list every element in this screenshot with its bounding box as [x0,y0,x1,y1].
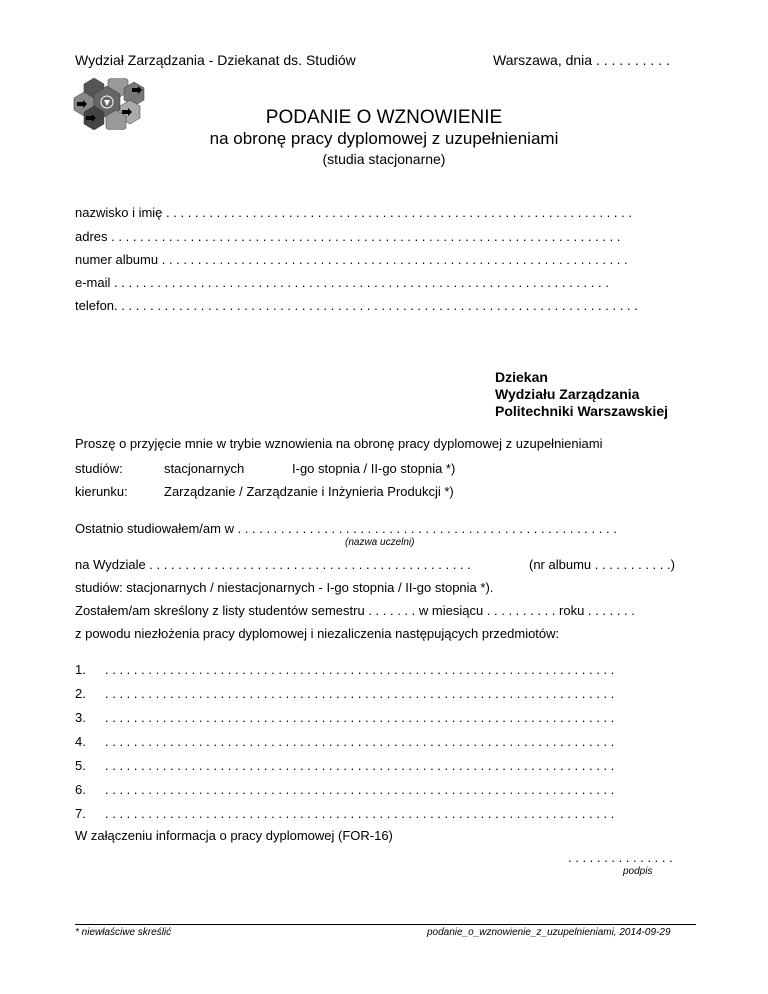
subject-line[interactable]: 4. [75,734,86,749]
reason-text: z powodu niezłożenia pracy dyplomowej i niezaliczenia następujących przedmiotów: [75,626,560,641]
faculty-line[interactable]: na Wydziale . . . . . . . . . . . . . . . . . . . . . . . . . . . . . . . . . . . . . . . . . . . . . [75,557,471,572]
studies-level-option[interactable]: I-go stopnia / II-go stopnia *) [292,461,456,476]
subject-line[interactable]: 6. [75,782,86,797]
university-name-hint: (nazwa uczelni) [345,537,415,548]
signature-line[interactable]: . . . . . . . . . . . . . . . [568,850,673,865]
previous-university-line[interactable]: Ostatnio studiowałem/am w . . . . . . . . . . . . . . . . . . . . . . . . . . . . . . . . . . . . . . . . . . . . . . . . . . . . . [75,521,617,536]
document-title: PODANIE O WZNOWIENIE [265,107,503,128]
document-subtitle: na obronę pracy dyplomowej z uzupełnieniami [209,129,559,148]
field-email[interactable]: e-mail . . . . . . . . . . . . . . . . . . . . . . . . . . . . . . . . . . . . . . . . . . . . . . . . . . . . . . . . . . . . . . . . . . . . . [75,275,609,290]
album-number-line[interactable]: (nr albumu . . . . . . . . . . .) [529,557,675,572]
field-of-study-label: kierunku: [75,484,128,499]
attachment-note: W załączeniu informacja o pracy dyplomowej (FOR-16) [75,828,393,843]
subject-line[interactable]: 1. [75,662,86,677]
field-address[interactable]: adres . . . . . . . . . . . . . . . . . . . . . . . . . . . . . . . . . . . . . . . . . . . . . . . . . . . . . . . . . . . . . . . . . . . . . . . [75,229,621,244]
document-id: podanie_o_wznowienie_z_uzupelnieniami, 2014-09-29 [427,927,671,938]
studies-mode: stacjonarnych [164,461,245,476]
subject-dots[interactable]: . . . . . . . . . . . . . . . . . . . . . . . . . . . . . . . . . . . . . . . . . . . . . . . . . . . . . . . . . . . . . . . . . . . . . . . [105,806,615,821]
date-line: Warszawa, dnia . . . . . . . . . . [493,52,670,68]
faculty-header: Wydział Zarządzania - Dziekanat ds. Studiów [75,52,356,68]
subject-line[interactable]: 2. [75,686,86,701]
footer-divider [75,924,696,925]
signature-label: podpis [623,866,653,877]
addressee-title: Dziekan [495,369,548,385]
field-name[interactable]: nazwisko i imię . . . . . . . . . . . . . . . . . . . . . . . . . . . . . . . . . . . . . . . . . . . . . . . . . . . . . . . . . . . . . . . . . [75,205,632,220]
subject-dots[interactable]: . . . . . . . . . . . . . . . . . . . . . . . . . . . . . . . . . . . . . . . . . . . . . . . . . . . . . . . . . . . . . . . . . . . . . . . [105,782,615,797]
removal-line[interactable]: Zostałem/am skreślony z listy studentów semestru . . . . . . . w miesiącu . . . . . . . . . . roku . . . . . . . [75,603,635,618]
subject-dots[interactable]: . . . . . . . . . . . . . . . . . . . . . . . . . . . . . . . . . . . . . . . . . . . . . . . . . . . . . . . . . . . . . . . . . . . . . . . [105,686,615,701]
studies-label: studiów: [75,461,123,476]
request-text: Proszę o przyjęcie mnie w trybie wznowienia na obronę pracy dyplomowej z uzupełnieniami [75,436,603,451]
subject-line[interactable]: 5. [75,758,86,773]
subject-dots[interactable]: . . . . . . . . . . . . . . . . . . . . . . . . . . . . . . . . . . . . . . . . . . . . . . . . . . . . . . . . . . . . . . . . . . . . . . . [105,758,615,773]
subject-line[interactable]: 3. [75,710,86,725]
footnote: * niewłaściwe skreślić [75,927,172,938]
field-phone[interactable]: telefon. . . . . . . . . . . . . . . . . . . . . . . . . . . . . . . . . . . . . . . . . . . . . . . . . . . . . . . . . . . . . . . . . . . . . . . . . [75,298,638,313]
subject-dots[interactable]: . . . . . . . . . . . . . . . . . . . . . . . . . . . . . . . . . . . . . . . . . . . . . . . . . . . . . . . . . . . . . . . . . . . . . . . [105,662,615,677]
subject-line[interactable]: 7. [75,806,86,821]
field-album-number[interactable]: numer albumu . . . . . . . . . . . . . . . . . . . . . . . . . . . . . . . . . . . . . . . . . . . . . . . . . . . . . . . . . . . . . . . . . [75,252,628,267]
field-of-study-option[interactable]: Zarządzanie / Zarządzanie i Inżynieria Produkcji *) [164,484,454,499]
addressee-university: Politechniki Warszawskiej [495,403,668,419]
subject-dots[interactable]: . . . . . . . . . . . . . . . . . . . . . . . . . . . . . . . . . . . . . . . . . . . . . . . . . . . . . . . . . . . . . . . . . . . . . . . [105,710,615,725]
subject-dots[interactable]: . . . . . . . . . . . . . . . . . . . . . . . . . . . . . . . . . . . . . . . . . . . . . . . . . . . . . . . . . . . . . . . . . . . . . . . [105,734,615,749]
addressee-faculty: Wydziału Zarządzania [495,386,640,402]
studies-type-line[interactable]: studiów: stacjonarnych / niestacjonarnych - I-go stopnia / II-go stopnia *). [75,580,494,595]
study-mode-note: (studia stacjonarne) [322,151,446,167]
